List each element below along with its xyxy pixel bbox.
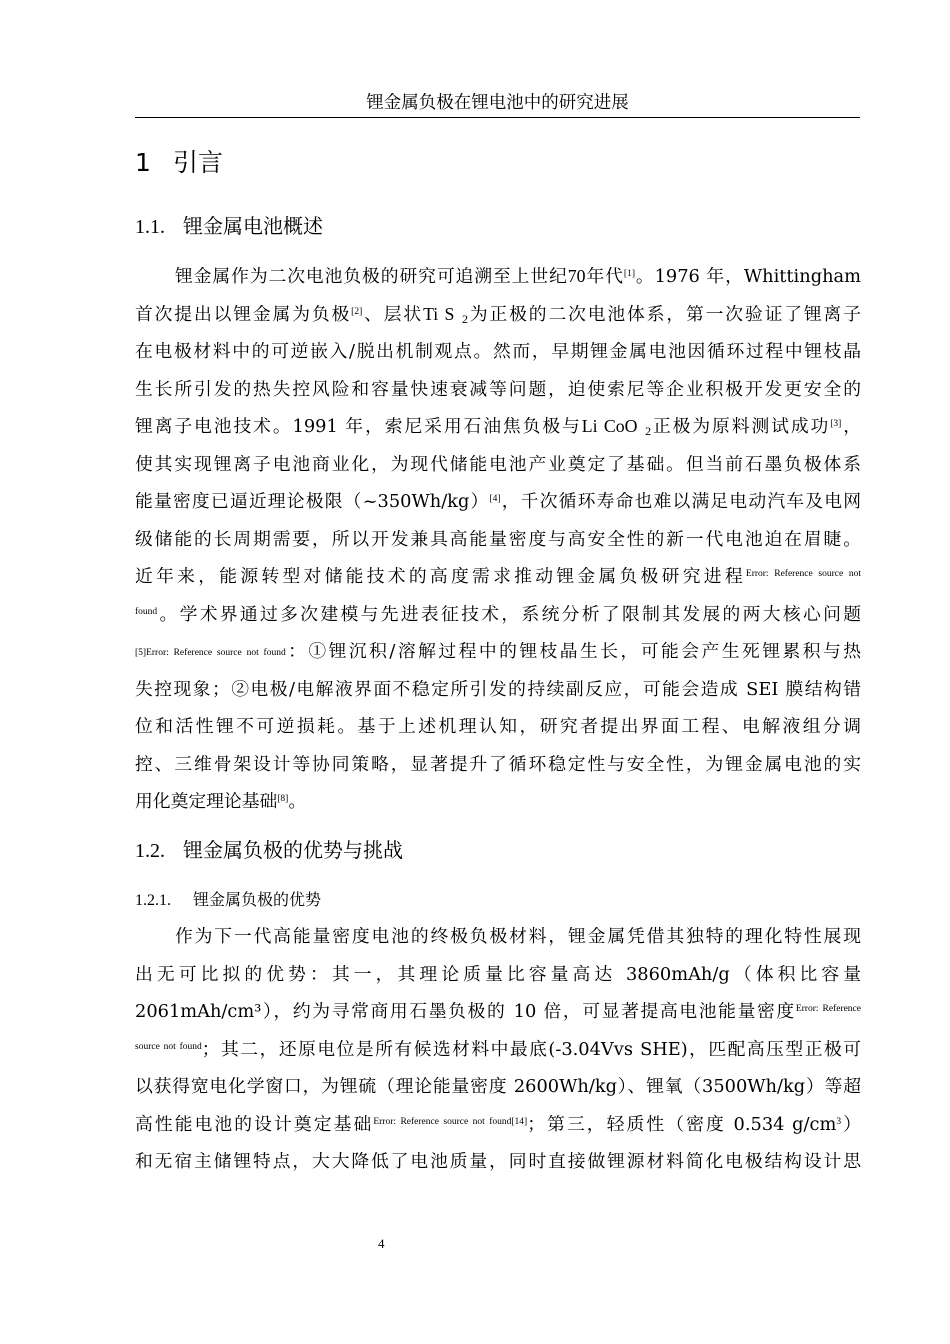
text-span: 70: [567, 266, 586, 286]
citation-ref: [2]: [351, 306, 363, 317]
superscript: 3: [836, 1116, 842, 1127]
paragraph-line: 以获得宽电化学窗口，为锂硫（理论能量密度 2600Wh/kg）、锂氧（3500Wh/kg）等超: [135, 1076, 861, 1097]
paragraph-line: [135, 558, 861, 596]
section-title: 锂金属负极的优势与挑战: [183, 838, 403, 862]
text-span: 能量密度已逼近理论极限（~350Wh/kg）: [135, 491, 490, 512]
text-span: ：①锂沉积/溶解过程中的锂枝晶生长，可能会产生死锂累积与热: [285, 641, 861, 662]
paragraph-line: [135, 1106, 861, 1144]
section-heading-1-1: [135, 212, 323, 241]
paragraph-line: 控、三维骨架设计等协同策略，显著提升了循环稳定性与安全性，为锂金属电池的实: [135, 753, 861, 775]
text-span: 。学术界通过多次建模与先进表征技术，系统分析了限制其发展的两大核心问题: [157, 603, 861, 625]
paragraph-line: 失控现象；②电极/电解液界面不稳定所引发的持续副反应，可能会造成 SEI 膜结构错: [135, 678, 861, 700]
text-span: ，: [841, 416, 861, 437]
subscript: 2: [461, 311, 468, 326]
paragraph-line: [135, 408, 861, 446]
text-span: 2061mAh/cm³），约为寻常商用石墨负极的 10 倍，可显著提高电池能量密度: [135, 1001, 796, 1022]
text-span: ）: [841, 1113, 861, 1135]
paragraph-line: 使其实现锂离子电池商业化，为现代储能电池产业奠定了基础。但当前石墨负极体系: [135, 453, 861, 475]
text-span: 首次提出以锂金属为负极: [135, 303, 352, 325]
text-span: ，千次循环寿命也难以满足电动汽车及电网: [500, 491, 861, 512]
paragraph-line: 作为下一代高能量密度电池的终极负极材料，锂金属凭借其独特的理化特性展现: [175, 926, 861, 947]
reference-error: found: [135, 606, 158, 617]
paragraph-line: 级储能的长周期需要，所以开发兼具高能量密度与高安全性的新一代电池迫在眉睫。: [135, 528, 861, 550]
paragraph-line: [135, 483, 861, 521]
text-span: 。: [288, 791, 307, 812]
citation-ref: [3]: [830, 419, 842, 429]
paragraph-line: [135, 1031, 861, 1069]
text-span: 用化奠定理论基础: [135, 791, 278, 812]
text-span: 正极为原料测试成功: [651, 416, 831, 437]
paragraph-line: 和无宿主储锂特点，大大降低了电池质量，同时直接做锂源材料简化电极结构设计思: [135, 1151, 861, 1172]
text-span: 、层状: [362, 303, 424, 325]
subscript: 2: [645, 424, 652, 438]
paragraph-line: [135, 296, 861, 334]
paragraph-line: 生长所引发的热失控风险和容量快速衰减等问题，迫使索尼等企业积极开发更安全的: [135, 378, 861, 400]
text-span: 近年来，能源转型对储能技术的高度需求推动锂金属负极研究进程: [135, 566, 746, 587]
paragraph-line: [135, 783, 861, 821]
paragraph-lithium-advantages: [135, 918, 861, 1181]
citation-ref: [4]: [489, 494, 501, 504]
section-title: 引言: [173, 148, 224, 177]
citation-ref: [8]: [277, 794, 289, 804]
section-number: 1.2.: [135, 840, 165, 862]
section-number: 1.2.1.: [135, 892, 171, 909]
section-heading-1: [135, 146, 223, 180]
paragraph-line: 出无可比拟的优势：其一，其理论质量比容量高达 3860mAh/g（体积比容量: [135, 963, 861, 985]
section-title: 锂金属电池概述: [183, 214, 323, 238]
paragraph-line: [135, 596, 861, 634]
page-number: 4: [378, 1236, 385, 1251]
reference-error: [5]Error: Reference source not found: [135, 648, 286, 658]
text-span: 锂离子电池技术。1991 年，索尼采用石油焦负极与: [135, 416, 582, 437]
section-number: 1.1.: [135, 216, 165, 238]
citation-ref: [1]: [623, 269, 635, 279]
paragraph-line: 在电极材料中的可逆嵌入/脱出机制观点。然而，早期锂金属电池因循环过程中锂枝晶: [135, 341, 861, 362]
section-number: 1: [135, 148, 151, 177]
text-span: ；其二，还原电位是所有候选材料中最底(-3.04Vvs SHE)，匹配高压型正极可: [201, 1038, 861, 1060]
reference-error: Error: Reference source not: [745, 569, 861, 579]
section-title: 锂金属负极的优势: [193, 890, 322, 909]
section-heading-1-2-1: [135, 889, 321, 912]
text-span: 高性能电池的设计奠定基础: [135, 1113, 374, 1135]
text-span: 。1976 年，Whittingham: [634, 266, 861, 287]
text-span: 锂金属作为二次电池负极的研究可追溯至上世纪: [175, 266, 568, 287]
reference-error: source not found: [135, 1041, 202, 1052]
text-span: ；第三，轻质性（密度 0.534 g/cm: [527, 1113, 837, 1135]
text-span: Ti S: [423, 303, 455, 324]
text-span: Li CoO: [581, 416, 638, 436]
section-heading-1-2: [135, 836, 403, 865]
paragraph-lithium-overview: [135, 258, 861, 821]
text-span: 年代: [585, 266, 624, 287]
reference-error: Error: Reference source not found[14]: [373, 1116, 528, 1127]
text-span: 为正极的二次电池体系，第一次验证了锂离子: [467, 303, 861, 325]
paragraph-line: [135, 993, 861, 1031]
paragraph-line: 位和活性锂不可逆损耗。基于上述机理认知，研究者提出界面工程、电解液组分调: [135, 716, 861, 737]
running-header: 锂金属负极在锂电池中的研究进展: [135, 91, 860, 118]
paragraph-line: [135, 258, 861, 296]
reference-error: Error: Reference: [795, 1004, 861, 1014]
paragraph-line: [135, 633, 861, 671]
